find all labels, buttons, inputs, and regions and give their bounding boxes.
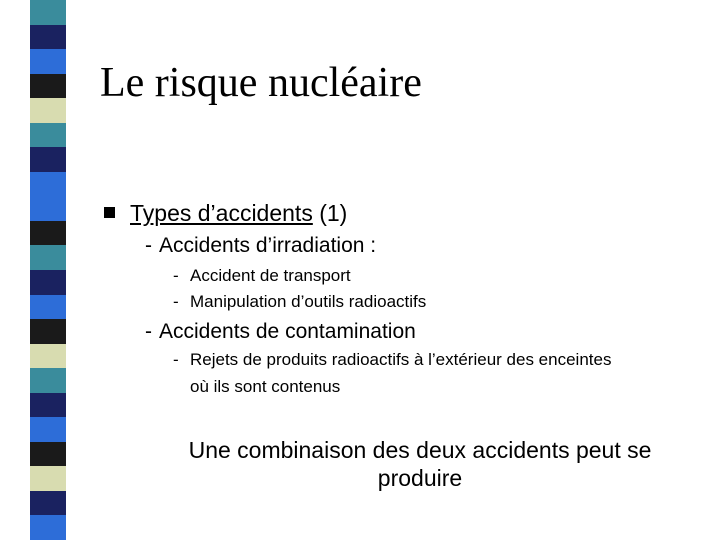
dash: - bbox=[173, 350, 179, 369]
stripe-segment bbox=[30, 466, 66, 491]
slide-title: Le risque nucléaire bbox=[100, 60, 422, 106]
list-item-manipulation bbox=[173, 291, 426, 313]
stripe-segment bbox=[30, 25, 66, 50]
subheading-contamination bbox=[145, 319, 416, 345]
stripe-segment bbox=[30, 491, 66, 516]
list-item-rejets bbox=[173, 349, 611, 371]
list-item-transport bbox=[173, 265, 351, 287]
stripe-segment bbox=[30, 295, 66, 320]
dash: - bbox=[145, 320, 152, 343]
stripe-segment bbox=[30, 319, 66, 344]
dash: - bbox=[173, 292, 179, 311]
stripe-segment bbox=[30, 123, 66, 148]
conclusion-line: Une combinaison des deux accidents peut se bbox=[188, 437, 652, 463]
decorative-stripe-bar bbox=[30, 0, 66, 540]
conclusion-text bbox=[160, 436, 680, 492]
subheading-label: Accidents d’irradiation : bbox=[159, 234, 377, 257]
stripe-segment bbox=[30, 221, 66, 246]
dash: - bbox=[145, 234, 152, 257]
stripe-segment bbox=[30, 196, 66, 221]
stripe-segment bbox=[30, 98, 66, 123]
stripe-segment bbox=[30, 393, 66, 418]
list-item-text: Rejets de produits radioactifs à l’extérieur des enceintes bbox=[190, 350, 612, 369]
stripe-segment bbox=[30, 344, 66, 369]
bullet-heading-underlined: Types d’accidents bbox=[130, 200, 313, 226]
stripe-segment bbox=[30, 442, 66, 467]
stripe-segment bbox=[30, 0, 66, 25]
list-item-text: Manipulation d’outils radioactifs bbox=[190, 292, 427, 311]
stripe-segment bbox=[30, 147, 66, 172]
bullet-heading-suffix: (1) bbox=[312, 200, 348, 226]
subheading-label: Accidents de contamination bbox=[159, 320, 416, 343]
stripe-segment bbox=[30, 172, 66, 197]
stripe-segment bbox=[30, 417, 66, 442]
bullet-square-icon bbox=[104, 207, 115, 218]
list-item-continuation: où ils sont contenus bbox=[190, 377, 341, 396]
stripe-segment bbox=[30, 368, 66, 393]
bullet-types-accidents bbox=[130, 199, 347, 227]
stripe-segment bbox=[30, 74, 66, 99]
stripe-segment bbox=[30, 49, 66, 74]
subheading-irradiation bbox=[145, 233, 376, 259]
stripe-segment bbox=[30, 245, 66, 270]
stripe-segment bbox=[30, 515, 66, 540]
list-item-text: Accident de transport bbox=[190, 266, 351, 285]
stripe-segment bbox=[30, 270, 66, 295]
conclusion-line: produire bbox=[377, 465, 463, 491]
dash: - bbox=[173, 266, 179, 285]
